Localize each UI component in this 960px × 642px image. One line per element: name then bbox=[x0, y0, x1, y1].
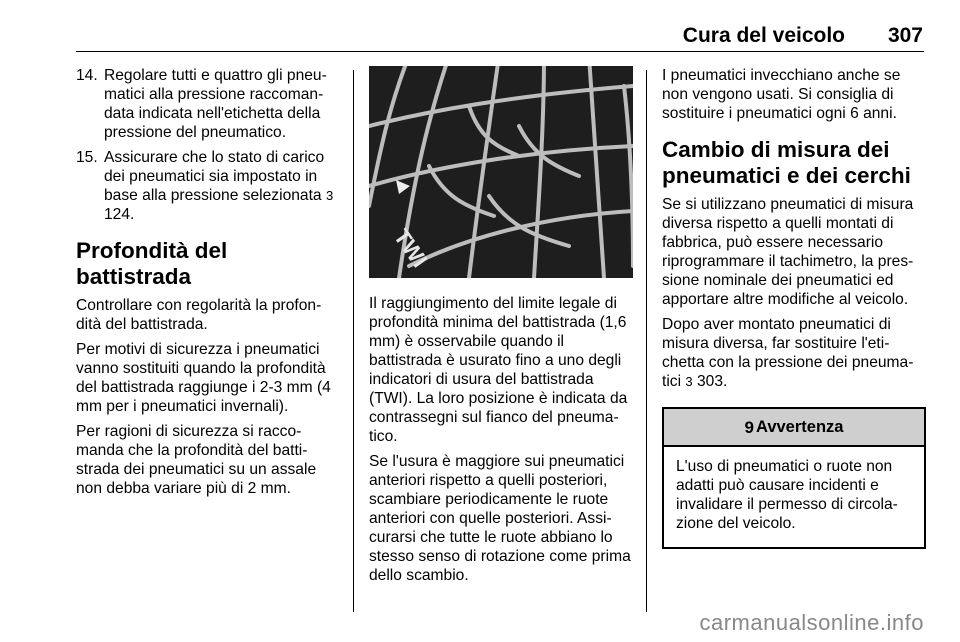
column-middle bbox=[369, 66, 633, 591]
header-rule bbox=[76, 51, 924, 52]
warning-body: L'uso di pneumatici o ruote non adatti può causare incidenti e invalidare il permesso di circola-zione del veicolo. bbox=[676, 458, 898, 532]
list-item-text: Regolare tutti e quattro gli pneu-matici alla pressione raccoman-data indicata nell'etichetta della pressione del pneumatico. bbox=[104, 67, 327, 141]
body-paragraph: Il raggiungimento del limite legale di profondità minima del battistrada (1,6 mm) è osservabile quando il battistrada è usurato fino a uno degli indicatori di usura del battistrada (TWI). La loro posizione è indicata da contrassegni sul fianco del pneuma-tico. bbox=[369, 295, 628, 445]
column-right bbox=[662, 66, 926, 549]
body-paragraph: Per motivi di sicurezza i pneumatici vanno sostituiti quando la profondità del battistrada raggiunge i 2-3 mm (4 mm per i pneumatici invernali). bbox=[76, 341, 331, 415]
page-reference-icon: 3 bbox=[685, 374, 693, 389]
list-item-number: 15. bbox=[76, 149, 98, 166]
body-paragraph: I pneumatici invecchiano anche se non vengono usati. Si consiglia di sostituire i pneumatici ogni 6 anni. bbox=[662, 67, 901, 122]
page-header bbox=[0, 0, 960, 52]
warning-header bbox=[664, 409, 924, 447]
page-reference-link[interactable]: 124. bbox=[104, 206, 135, 223]
page-number: 307 bbox=[887, 24, 923, 47]
body-paragraph-text: Dopo aver montato pneumatici di misura diversa, far sostituire l'eti-chetta con la pressione dei pneuma-tici bbox=[662, 316, 914, 390]
warning-title: Avvertenza bbox=[756, 417, 844, 436]
column-left bbox=[76, 66, 338, 504]
twi-label: TWI bbox=[388, 224, 433, 272]
page-reference-icon: 3 bbox=[325, 188, 334, 203]
body-paragraph: Per ragioni di sicurezza si racco-manda che la profondità del batti-strada dei pneumatici su un assale non debba variare più di 2 mm. bbox=[76, 423, 317, 497]
body-paragraph: Se l'usura è maggiore sui pneumatici anteriori rispetto a quelli posteriori, scambiare periodicamente le ruote anteriori con quelle posteriori. Assi-curarsi che tutte le ruote abbiano lo stesso senso di rotazione come prima dello scambio. bbox=[369, 453, 631, 584]
list-item-number: 14. bbox=[76, 67, 98, 84]
watermark: carmanualsonline.info bbox=[699, 610, 924, 635]
body-paragraph: Controllare con regolarità la profon-dità del battistrada. bbox=[76, 297, 322, 333]
body-paragraph bbox=[662, 315, 926, 391]
list-item bbox=[76, 66, 338, 142]
body-paragraph: Se si utilizzano pneumatici di misura diversa rispetto a quelli montati di fabbrica, può essere necessario riprogrammare il tachimetro, la pres-sione nominale dei pneumatici ed apportare altre modifiche al veicolo. bbox=[662, 196, 914, 308]
column-divider-right bbox=[646, 70, 647, 612]
section-heading: Cambio di misura dei pneumatici e dei cerchi bbox=[662, 137, 911, 188]
page-reference-link[interactable]: 303. bbox=[696, 373, 728, 390]
column-divider-left bbox=[353, 70, 354, 612]
list-item-text-body: Assicurare che lo stato di carico dei pneumatici sia impostato in base alla pressione selezionata bbox=[104, 149, 325, 204]
warning-icon: 9 bbox=[744, 417, 755, 437]
section-heading: Profondità del battistrada bbox=[76, 238, 228, 289]
warning-box bbox=[662, 407, 926, 549]
list-item-text bbox=[104, 148, 338, 224]
list-item bbox=[76, 148, 338, 224]
tire-tread-illustration bbox=[369, 66, 633, 278]
section-title: Cura del veicolo bbox=[682, 24, 845, 47]
